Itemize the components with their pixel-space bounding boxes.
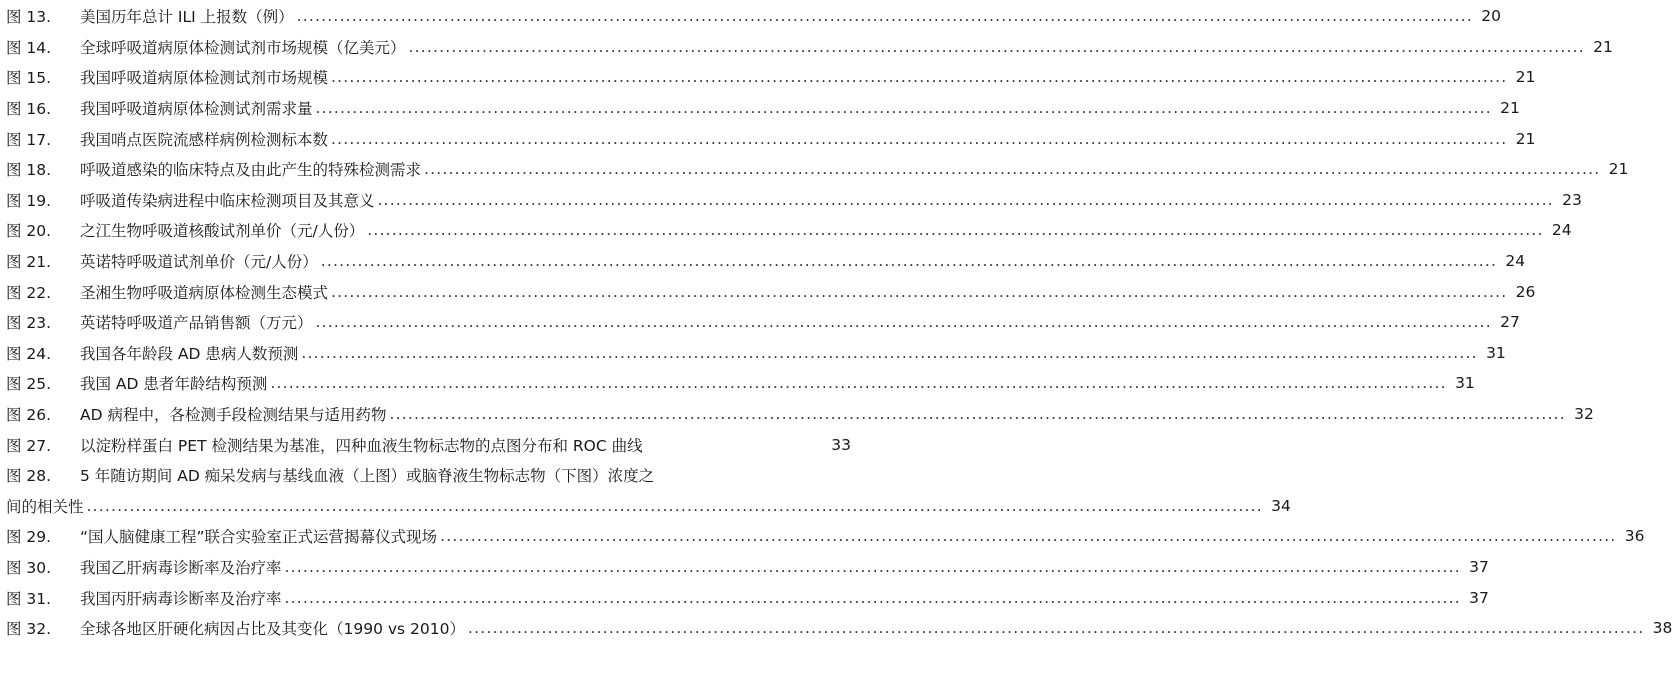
figure-number: 图 23. [6, 314, 52, 333]
toc-entry[interactable] [0, 215, 1572, 246]
page-number: 24 [1551, 221, 1572, 240]
dot-leader [331, 283, 1507, 301]
toc-entry[interactable] [0, 185, 1582, 216]
figure-title: 我国乙肝病毒诊断率及治疗率 [80, 558, 282, 577]
page-number: 34 [1271, 496, 1291, 515]
page-number: 23 [1562, 190, 1582, 209]
figure-title: 我国 AD 患者年龄结构预测 [80, 375, 268, 394]
dot-leader [285, 558, 1461, 576]
page-number: 21 [1500, 99, 1520, 118]
toc-entry[interactable] [0, 246, 1526, 277]
toc-entry-continuation[interactable] [0, 491, 1291, 522]
figure-title: 英诺特呼吸道试剂单价（元/人份） [80, 253, 318, 272]
toc-entry[interactable] [0, 552, 1489, 583]
figure-title: 英诺特呼吸道产品销售额（万元） [80, 314, 313, 333]
toc-entry[interactable] [0, 154, 1629, 185]
toc-entry[interactable] [0, 521, 1645, 552]
figure-title: 我国呼吸道病原体检测试剂需求量 [80, 100, 313, 119]
toc-entry[interactable] [0, 276, 1536, 307]
page-number: 26 [1515, 282, 1536, 301]
page-number: 38 [1652, 619, 1672, 638]
page-number: 37 [1469, 557, 1489, 576]
figure-number: 图 19. [6, 191, 52, 210]
dot-leader [316, 99, 1492, 117]
toc-entry[interactable] [0, 368, 1475, 399]
figure-number: 图 25. [6, 375, 52, 394]
dot-leader [285, 589, 1461, 607]
figure-number: 图 27. [6, 436, 52, 455]
toc-entry[interactable] [0, 613, 1672, 644]
page-number: 20 [1481, 7, 1502, 26]
figure-title: 美国历年总计 ILI 上报数（例） [80, 8, 294, 27]
page-number: 36 [1624, 527, 1645, 546]
figure-number: 图 31. [6, 589, 52, 608]
page-number: 21 [1515, 68, 1536, 87]
page-number: 32 [1574, 405, 1594, 424]
figure-title: 我国呼吸道病原体检测试剂市场规模 [80, 69, 329, 88]
toc-entry[interactable] [0, 93, 1520, 124]
page-number: 27 [1500, 313, 1520, 332]
page-number: 21 [1593, 37, 1613, 56]
figure-number: 图 28. [6, 467, 52, 486]
dot-leader [87, 497, 1263, 515]
figure-title: 我国哨点医院流感样病例检测标本数 [80, 130, 329, 149]
figure-number: 图 26. [6, 406, 52, 425]
figure-title: 呼吸道感染的临床特点及由此产生的特殊检测需求 [80, 161, 422, 180]
figure-number: 图 17. [6, 130, 52, 149]
dot-leader [297, 7, 1473, 25]
figure-title: 之江生物呼吸道核酸试剂单价（元/人份） [80, 222, 365, 241]
page-number: 24 [1505, 252, 1526, 271]
figure-number: 图 18. [6, 161, 52, 180]
toc-entry[interactable] [0, 429, 861, 460]
toc-entry[interactable] [0, 62, 1536, 93]
dot-leader [440, 527, 1616, 545]
dot-leader [389, 405, 1565, 423]
figure-title: 圣湘生物呼吸道病原体检测生态模式 [80, 283, 329, 302]
figure-title: 我国丙肝病毒诊断率及治疗率 [80, 589, 282, 608]
figure-number: 图 16. [6, 100, 52, 119]
dot-leader [321, 252, 1497, 270]
figure-number: 图 22. [6, 283, 52, 302]
toc-entry[interactable] [0, 123, 1536, 154]
figure-title: 我国各年龄段 AD 患病人数预测 [80, 344, 299, 363]
figure-title: “国人脑健康工程”联合实验室正式运营揭幕仪式现场 [80, 528, 438, 547]
figure-number: 图 14. [6, 38, 52, 57]
page-number: 31 [1455, 374, 1475, 393]
page-number: 31 [1486, 343, 1506, 362]
toc-entry[interactable] [0, 399, 1594, 430]
dot-leader [331, 130, 1507, 148]
figure-number: 图 21. [6, 253, 52, 272]
figure-title: 呼吸道传染病进程中临床检测项目及其意义 [80, 191, 375, 210]
dot-leader [367, 221, 1543, 239]
toc-entry[interactable] [0, 582, 1489, 613]
dot-leader [409, 38, 1585, 56]
dot-leader [378, 191, 1554, 209]
dot-leader [301, 344, 1477, 362]
dot-leader [331, 68, 1507, 86]
figure-number: 图 32. [6, 620, 52, 639]
page-number: 21 [1608, 160, 1629, 179]
figure-number: 图 29. [6, 528, 52, 547]
dot-leader [270, 374, 1446, 392]
dot-leader [316, 313, 1492, 331]
dot-leader [424, 160, 1600, 178]
dot-leader [468, 619, 1644, 637]
page-number: 21 [1515, 129, 1536, 148]
toc-entry[interactable] [0, 338, 1506, 369]
figure-number: 图 20. [6, 222, 52, 241]
toc-entry[interactable] [0, 1, 1502, 32]
toc-entry[interactable] [0, 32, 1613, 63]
figure-number: 图 15. [6, 69, 52, 88]
figure-number: 图 30. [6, 558, 52, 577]
toc-entry[interactable] [0, 307, 1520, 338]
toc-entry-wrapped[interactable] [0, 460, 861, 491]
figure-title: 全球各地区肝硬化病因占比及其变化（1990 vs 2010） [80, 620, 465, 639]
figure-title-line2: 间的相关性 [6, 497, 84, 516]
figure-title: AD 病程中，各检测手段检测结果与适用药物 [80, 406, 387, 425]
page-number: 37 [1469, 588, 1489, 607]
page-number: 33 [831, 435, 851, 454]
figure-title-line1: 5 年随访期间 AD 痴呆发病与基线血液（上图）或脑脊液生物标志物（下图）浓度之 [80, 467, 655, 486]
figure-number: 图 13. [6, 8, 52, 27]
figure-title: 以淀粉样蛋白 PET 检测结果为基准，四种血液生物标志物的点图分布和 ROC 曲线 [80, 436, 643, 455]
figure-number: 图 24. [6, 344, 52, 363]
figure-title: 全球呼吸道病原体检测试剂市场规模（亿美元） [80, 38, 406, 57]
